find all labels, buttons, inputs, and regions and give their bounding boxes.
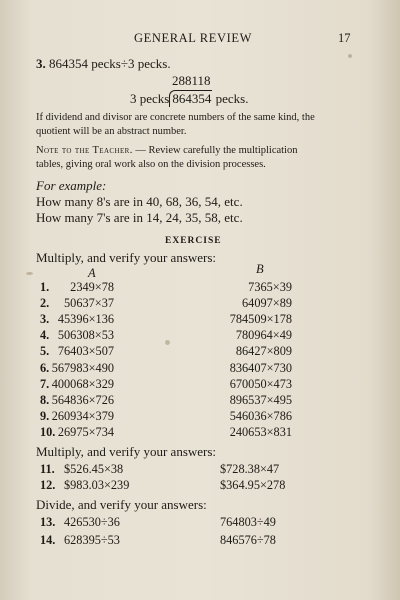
problem-number: 7. — [40, 376, 50, 391]
problem-number: 1. — [40, 280, 50, 294]
problem-a: 426530÷36 — [64, 515, 120, 529]
exercise-heading: EXERCISE — [165, 236, 222, 246]
problem-b: 784509×178 — [229, 312, 292, 327]
problem-number: 11. — [40, 462, 55, 476]
problem-b: 7365×39 — [248, 280, 292, 294]
problem-number: 9. — [40, 408, 50, 423]
problem-b: 86427×809 — [235, 344, 292, 359]
division-unit: pecks. — [215, 91, 249, 106]
exercise-instruction-1: Multiply, and verify your answers: — [36, 250, 217, 265]
exercise-row — [40, 425, 360, 445]
for-example-line-1: How many 8's are in 40, 68, 36, 54, etc. — [36, 194, 243, 209]
division-quotient: 288118 — [172, 73, 211, 88]
teacher-note-text: — Review carefully the multiplication — [135, 145, 298, 156]
problem-a: 628395÷53 — [64, 533, 120, 547]
problem-a: 45396×136 — [57, 312, 114, 327]
problem-number: 10. — [40, 424, 56, 439]
example-3-text: 864354 pecks÷3 pecks. — [49, 56, 171, 71]
problem-a: $526.45×38 — [64, 462, 124, 476]
division-dividend: 864354 — [172, 91, 212, 106]
problem-number: 5. — [40, 344, 50, 359]
problem-number: 14. — [40, 533, 56, 547]
problem-a: 26975×734 — [57, 424, 114, 439]
problem-a: 76403×507 — [57, 344, 114, 359]
problem-a: 567983×490 — [51, 360, 114, 375]
page-number: 17 — [338, 31, 351, 45]
problem-b: 896537×495 — [229, 392, 292, 407]
problem-number: 2. — [40, 296, 50, 311]
problem-number: 12. — [40, 478, 56, 492]
problem-number: 13. — [40, 515, 56, 529]
column-b-heading: B — [256, 262, 264, 276]
problem-a: $983.03×239 — [64, 478, 130, 492]
problem-a: 260934×379 — [51, 408, 114, 423]
problem-b: 836407×730 — [229, 360, 292, 375]
problem-number: 3. — [40, 312, 50, 327]
teacher-note-line-1 — [36, 145, 297, 156]
teacher-note-label: Note to the Teacher. — [36, 145, 133, 156]
header-title: GENERAL REVIEW — [134, 31, 252, 45]
problem-a: 506308×53 — [57, 328, 114, 343]
problem-a: 400068×329 — [51, 376, 114, 391]
problem-a: 564836×726 — [51, 392, 114, 407]
rule-line-2: quotient will be an abstract number. — [36, 126, 187, 137]
problem-b: 846576÷78 — [220, 533, 276, 547]
problem-b: 764803÷49 — [220, 515, 276, 529]
example-3-problem — [36, 56, 171, 72]
paper-stain — [348, 54, 352, 58]
division-line — [130, 90, 248, 107]
teacher-note-line-2: tables, giving oral work also on the division processes. — [36, 159, 266, 170]
problem-b: 670050×473 — [229, 376, 292, 391]
for-example-label: For example: — [36, 178, 107, 193]
problem-b: 780964×49 — [235, 328, 292, 343]
exercise-row — [40, 478, 360, 498]
exercise-row — [40, 515, 360, 535]
for-example-line-2: How many 7's are in 14, 24, 35, 58, etc. — [36, 210, 243, 225]
problem-b: 240653×831 — [229, 424, 292, 439]
exercise-instruction-2: Multiply, and verify your answers: — [36, 444, 217, 459]
problem-number: 4. — [40, 328, 50, 343]
example-3-number: 3. — [36, 56, 46, 71]
problem-a: 2349×78 — [70, 280, 114, 294]
problem-b: $728.38×47 — [220, 462, 280, 476]
column-a-heading: A — [88, 266, 96, 280]
division-bracket — [169, 90, 212, 107]
problem-a: 50637×37 — [64, 296, 114, 311]
problem-number: 8. — [40, 392, 50, 407]
problem-b: 64097×89 — [242, 296, 292, 311]
exercise-instruction-3: Divide, and verify your answers: — [36, 497, 207, 512]
paper-stain — [26, 272, 33, 275]
division-divisor: 3 pecks — [130, 91, 170, 106]
rule-line-1: If dividend and divisor are concrete numbers of the same kind, the — [36, 112, 315, 123]
problem-b: 546036×786 — [229, 408, 292, 423]
problem-number: 6. — [40, 360, 50, 375]
problem-b: $364.95×278 — [220, 478, 286, 492]
exercise-row — [40, 533, 360, 553]
